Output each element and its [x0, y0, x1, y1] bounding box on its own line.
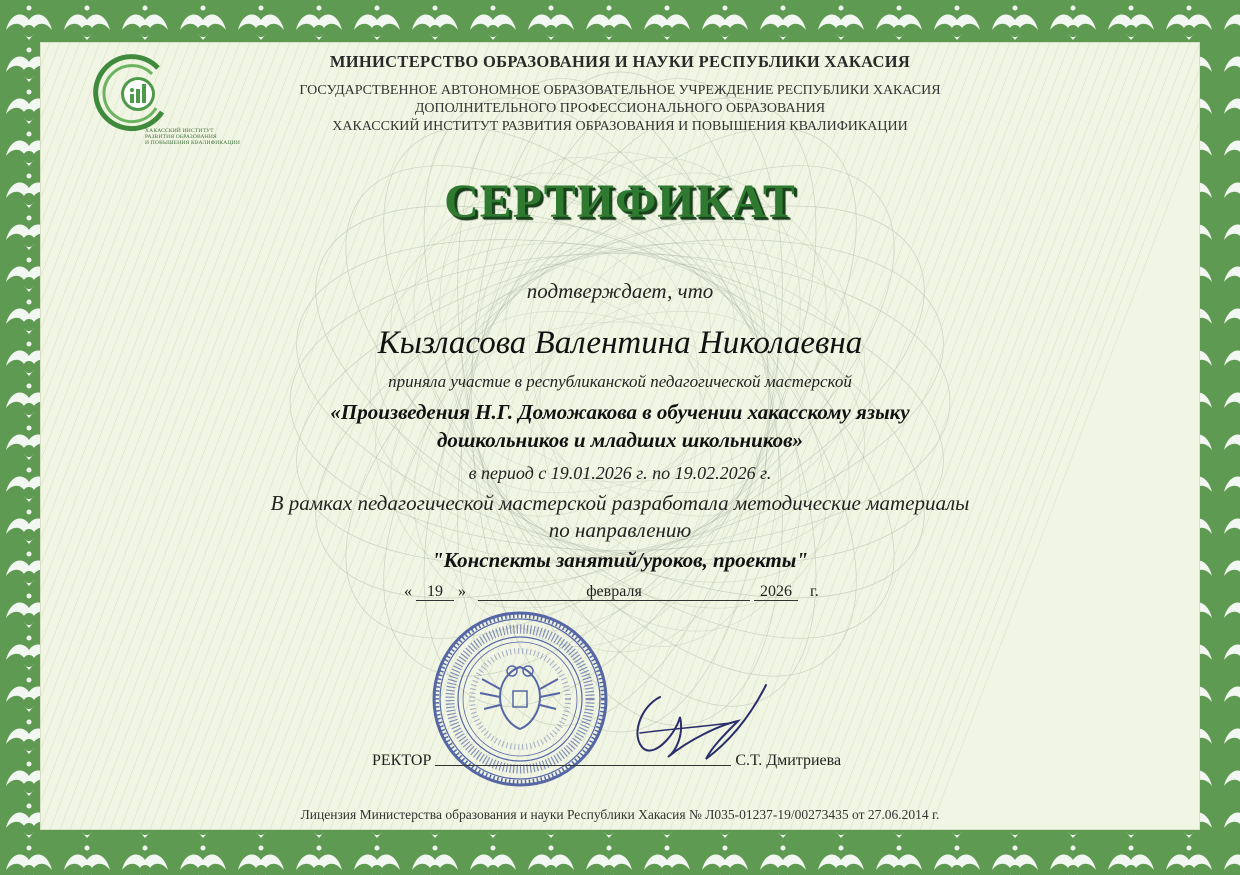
certificate-paper: [40, 42, 1200, 830]
institution-line-3: ХАКАССКИЙ ИНСТИТУТ РАЗВИТИЯ ОБРАЗОВАНИЯ И ПОВЫШЕНИЯ КВАЛИФИКАЦИИ: [332, 119, 908, 134]
period-text: в период с 19.01.2026 г. по 19.02.2026 г.: [468, 463, 772, 483]
rector-name: С.Т. Дмитриева: [735, 752, 842, 769]
logo-caption-2: РАЗВИТИЯ ОБРАЗОВАНИЯ: [145, 134, 217, 140]
event-title-line-2: дошкольников и младших школьников»: [436, 428, 804, 452]
date-day: 19: [416, 583, 454, 601]
signature-underline: [435, 751, 731, 766]
institution-line-1: ГОСУДАРСТВЕННОЕ АВТОНОМНОЕ ОБРАЗОВАТЕЛЬНОЕ УЧРЕЖДЕНИЕ РЕСПУБЛИКИ ХАКАСИЯ: [299, 83, 941, 98]
institution-line-2: ДОПОЛНИТЕЛЬНОГО ПРОФЕССИОНАЛЬНОГО ОБРАЗОВАНИЯ: [414, 101, 826, 116]
direction-text: "Конспекты занятий/уроков, проекты": [431, 548, 808, 572]
developed-text-line-2: по направлению: [548, 518, 692, 542]
rector-signature-line: [372, 751, 841, 770]
license-footer: Лицензия Министерства образования и науки Республики Хакасия № Л035-01237-19/00273435 от 27.06.2014 г.: [300, 807, 940, 822]
ministry-heading: МИНИСТЕРСТВО ОБРАЗОВАНИЯ И НАУКИ РЕСПУБЛИКИ ХАКАСИЯ: [329, 52, 911, 71]
event-title-line-1: «Произведения Н.Г. Доможакова в обучении хакасскому языку: [330, 400, 910, 424]
logo-caption-1: ХАКАССКИЙ ИНСТИТУТ: [145, 128, 214, 134]
rector-label: РЕКТОР: [372, 752, 432, 769]
developed-text-line-1: В рамках педагогической мастерской разработала методические материалы: [270, 491, 970, 515]
date-close-quote: »: [458, 583, 466, 600]
logo-caption-3: И ПОВЫШЕНИЯ КВАЛИФИКАЦИИ: [145, 140, 240, 146]
recipient-name: Кызласова Валентина Николаевна: [377, 325, 863, 361]
issue-date: [404, 583, 819, 601]
date-year: 2026: [754, 583, 798, 601]
participation-text: приняла участие в республиканской педагогической мастерской: [388, 372, 852, 391]
date-open-quote: «: [404, 583, 412, 600]
confirms-text: подтверждает, что: [526, 279, 714, 303]
date-month: февраля: [478, 583, 750, 601]
certificate-title: СЕРТИФИКАТ: [444, 175, 796, 228]
date-year-suffix: г.: [810, 583, 819, 600]
